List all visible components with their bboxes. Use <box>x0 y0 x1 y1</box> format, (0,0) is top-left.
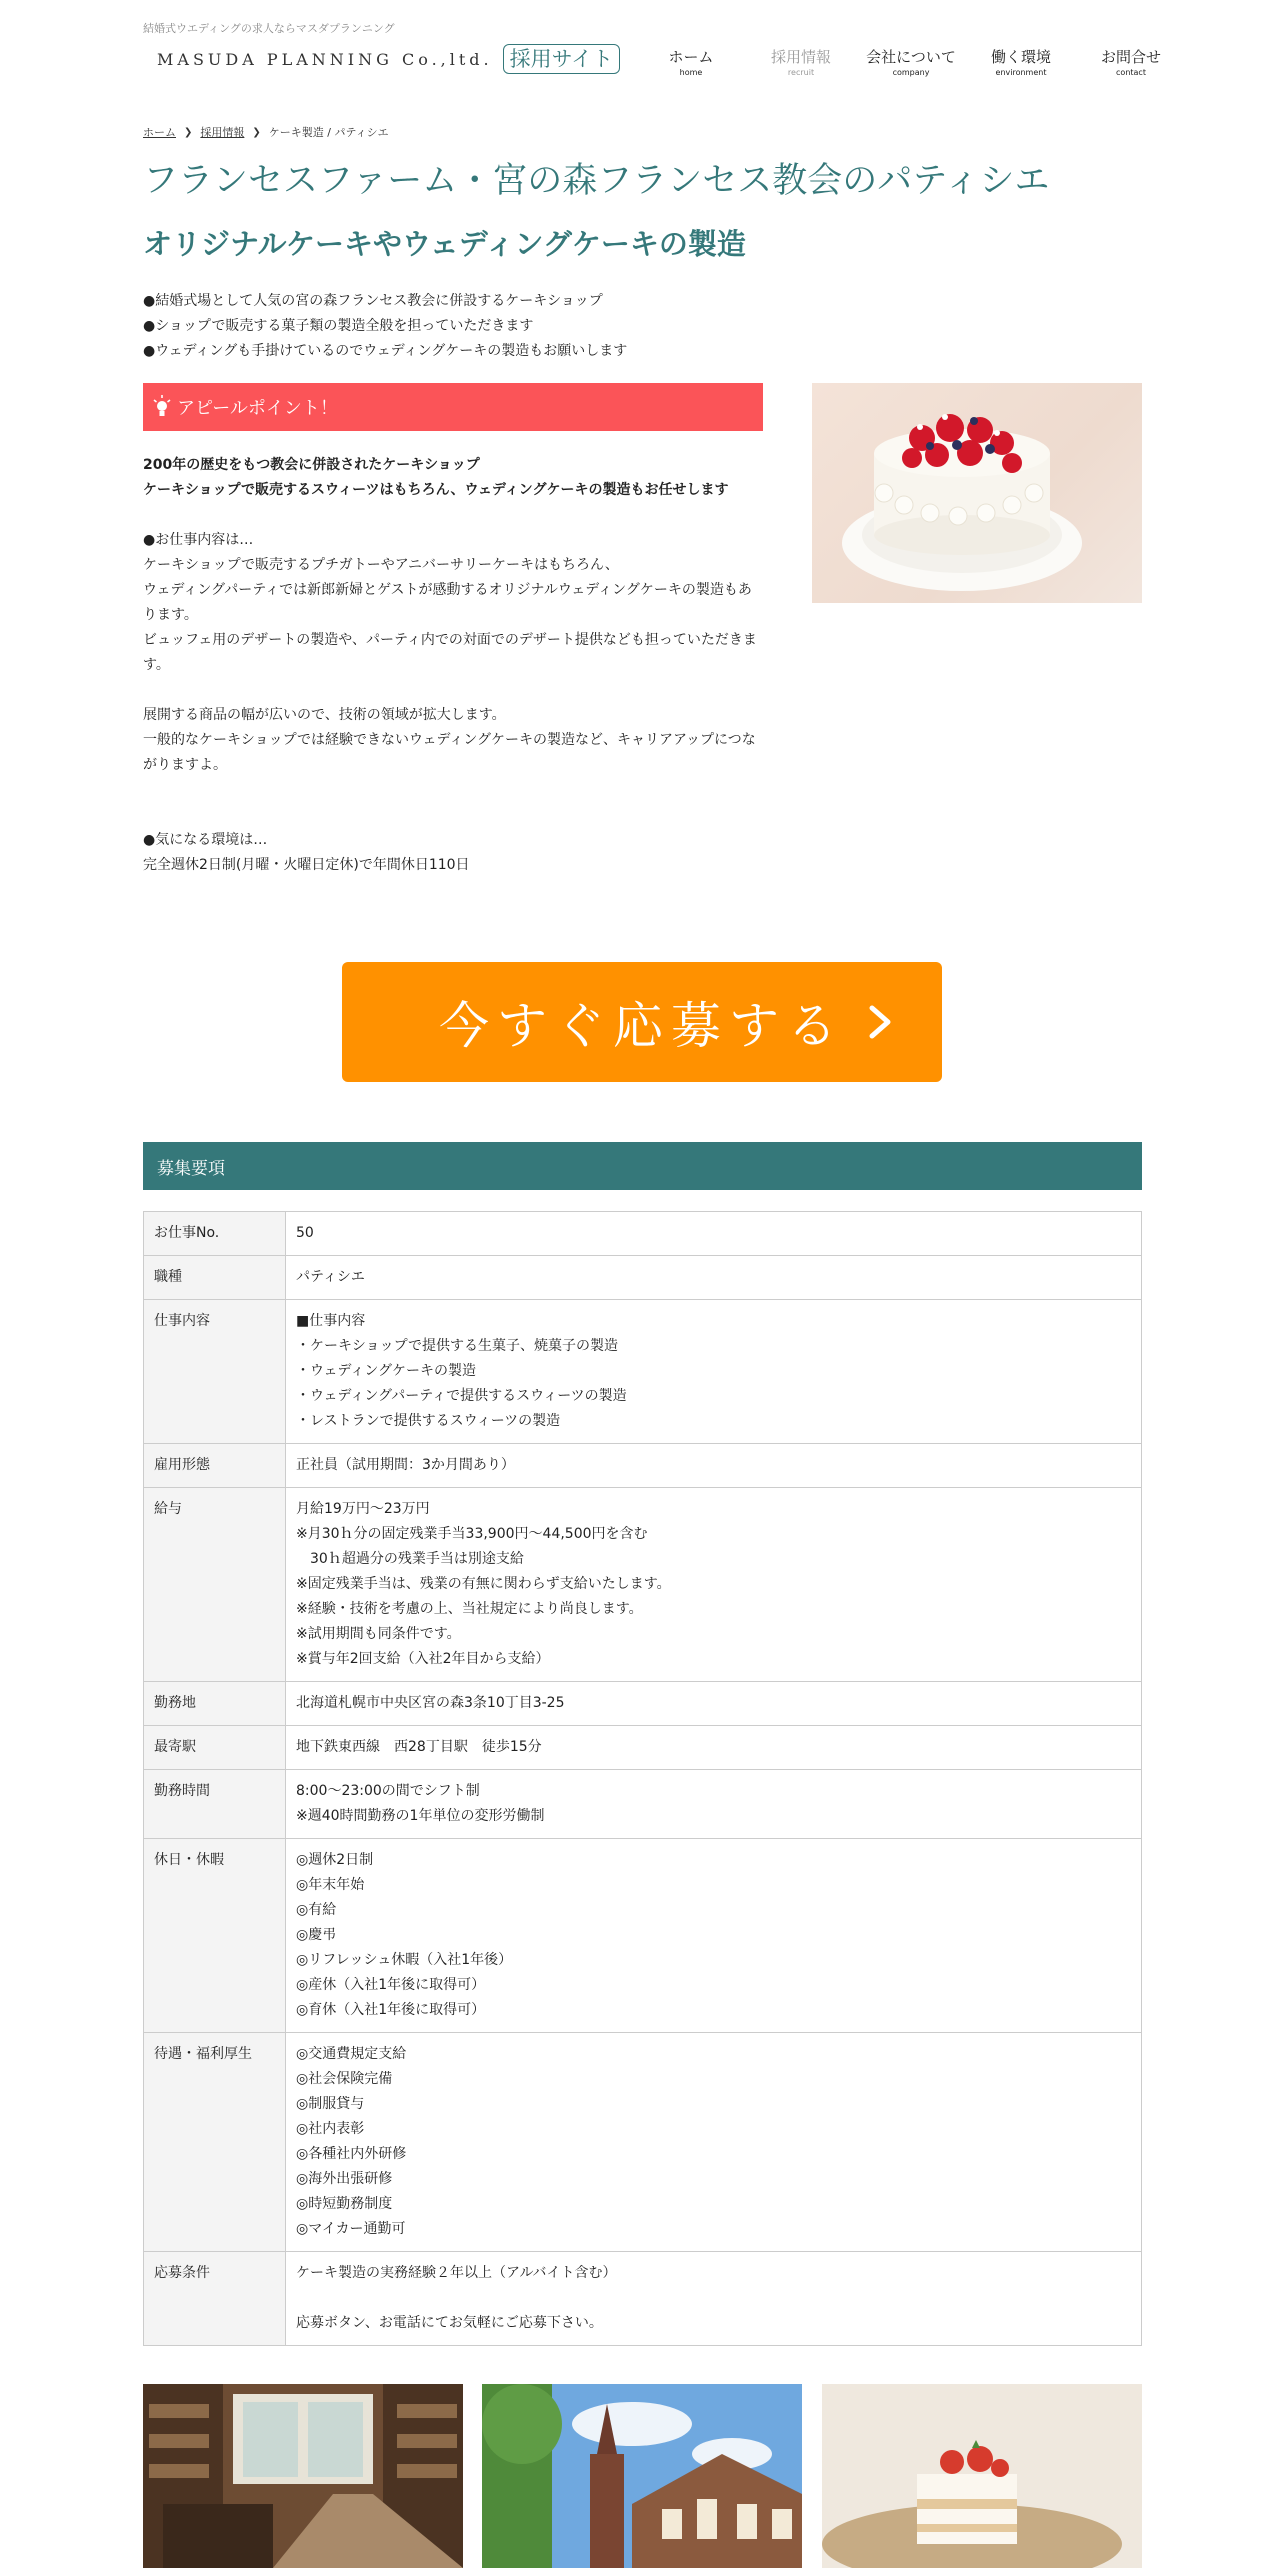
breadcrumb <box>143 124 389 140</box>
appeal-paragraph: ケーキショップで販売するプチガトーやアニバーサリーケーキはもちろん、 <box>143 557 619 573</box>
company-logo: MASUDA PLANNING Co.,ltd. <box>157 49 493 69</box>
site-tagline: 結婚式ウエディングの求人ならマスダプランニング <box>143 22 395 35</box>
requirements-key: 給与 <box>144 1488 286 1682</box>
breadcrumb-recruit[interactable]: 採用情報 <box>200 126 245 139</box>
requirements-row <box>144 2033 1142 2252</box>
requirements-value <box>286 1770 1142 1839</box>
requirements-row <box>144 1300 1142 1444</box>
apply-now-button[interactable] <box>342 962 942 1082</box>
requirements-row <box>144 1682 1142 1726</box>
nav-home-sublabel: home <box>679 68 703 77</box>
nav-company-label: 会社について <box>866 48 956 66</box>
requirements-key: 休日・休暇 <box>144 1839 286 2033</box>
appeal-paragraph: ●気になる環境は… <box>143 832 268 848</box>
job-summary-list <box>143 289 627 364</box>
appeal-paragraph: 一般的なケーキショップでは経験できないウェディングケーキの製造など、キャリアアップにつながりますよ。 <box>143 732 756 773</box>
requirements-row <box>144 1839 1142 2033</box>
requirements-key: お仕事No. <box>144 1212 286 1256</box>
requirements-value-line: ◎社会保険完備 <box>296 2071 393 2087</box>
summary-item: ●ショップで販売する菓子類の製造全般を担っていただきます <box>143 318 534 334</box>
requirements-value-line: 8:00～23:00の間でシフト制 <box>296 1783 480 1799</box>
appeal-heading-label: アピールポイント！ <box>177 398 338 419</box>
requirements-value <box>286 1444 1142 1488</box>
nav-recruit-label: 採用情報 <box>770 48 831 66</box>
requirements-value-line: ◎海外出張研修 <box>296 2171 393 2187</box>
nav-contact-sublabel: contact <box>1116 68 1146 77</box>
requirements-row <box>144 1212 1142 1256</box>
requirements-value-line <box>296 2286 1131 2311</box>
requirements-value-line: ◎年末年始 <box>296 1877 365 1893</box>
appeal-body <box>143 453 763 878</box>
summary-item: ●ウェディングも手掛けているのでウェディングケーキの製造もお願いします <box>143 343 628 359</box>
requirements-value-line: ※試用期間も同条件です。 <box>296 1626 461 1642</box>
requirements-value <box>286 1839 1142 2033</box>
requirements-value-line: ◎リフレッシュ休暇（入社1年後） <box>296 1952 513 1968</box>
nav-company-sublabel: company <box>892 68 930 77</box>
requirements-value-line: ◎産休（入社1年後に取得可） <box>296 1977 486 1993</box>
nav-environment-sublabel: environment <box>995 68 1047 77</box>
requirements-value <box>286 1488 1142 1682</box>
requirements-value-line: パティシエ <box>296 1269 365 1285</box>
requirements-row <box>144 1770 1142 1839</box>
chevron-right-icon: ❯ <box>184 126 193 138</box>
nav-company[interactable] <box>856 46 966 77</box>
requirements-key: 職種 <box>144 1256 286 1300</box>
requirements-value <box>286 2252 1142 2346</box>
nav-contact[interactable] <box>1076 46 1186 77</box>
breadcrumb-current: ケーキ製造 / パティシエ <box>268 126 389 139</box>
nav-contact-label: お問合せ <box>1100 48 1161 66</box>
requirements-value-line: ◎時短勤務制度 <box>296 2196 393 2212</box>
cake-photo <box>812 383 1142 603</box>
requirements-value-line: ※月30ｈ分の固定残業手当33,900円～44,500円を含む <box>296 1526 648 1542</box>
requirements-key: 待遇・福利厚生 <box>144 2033 286 2252</box>
requirements-value-line: ・ウェディングパーティで提供するスウィーツの製造 <box>296 1388 627 1404</box>
main-nav <box>636 46 1186 77</box>
appeal-paragraph: ビュッフェ用のデザートの製造や、パーティ内での対面でのデザート提供なども担っていただきます。 <box>143 632 757 673</box>
requirements-key: 雇用形態 <box>144 1444 286 1488</box>
requirements-value-line: ◎有給 <box>296 1902 337 1918</box>
requirements-row <box>144 2252 1142 2346</box>
appeal-paragraph: 完全週休2日制(月曜・火曜日定休)で年間休日110日 <box>143 857 470 873</box>
requirements-value <box>286 1212 1142 1256</box>
breadcrumb-home[interactable]: ホーム <box>143 126 176 139</box>
appeal-paragraph: 展開する商品の幅が広いので、技術の領域が拡大します。 <box>143 707 506 723</box>
requirements-value-line: ※週40時間勤務の1年単位の変形労働制 <box>296 1808 545 1824</box>
requirements-value-line: ◎マイカー通勤可 <box>296 2221 406 2237</box>
nav-recruit[interactable] <box>746 46 856 77</box>
requirements-row <box>144 1726 1142 1770</box>
requirements-value-line: ◎交通費規定支給 <box>296 2046 407 2062</box>
requirements-row <box>144 1488 1142 1682</box>
site-brand[interactable] <box>157 44 620 74</box>
requirements-value-line: 応募ボタン、お電話にてお気軽にご応募下さい。 <box>296 2315 603 2331</box>
requirements-value <box>286 1682 1142 1726</box>
nav-environment[interactable] <box>966 46 1076 77</box>
requirements-value-line: ◎制服貸与 <box>296 2096 365 2112</box>
requirements-value-line: ・ケーキショップで提供する生菓子、焼菓子の製造 <box>296 1338 618 1354</box>
nav-home[interactable] <box>636 46 746 77</box>
appeal-heading <box>143 383 763 431</box>
nav-environment-label: 働く環境 <box>990 48 1051 66</box>
requirements-row <box>144 1444 1142 1488</box>
requirements-table <box>143 1211 1142 2346</box>
nav-home-label: ホーム <box>668 48 714 66</box>
requirements-value-line: ケーキ製造の実務経験２年以上（アルバイト含む） <box>296 2265 617 2281</box>
appeal-bold-line: 200年の歴史をもつ教会に併設されたケーキショップ <box>143 457 480 473</box>
chevron-right-icon: ❯ <box>252 126 261 138</box>
requirements-value-line: ※賞与年2回支給（入社2年目から支給） <box>296 1651 550 1667</box>
requirements-value <box>286 1726 1142 1770</box>
requirements-value-line: 50 <box>296 1225 314 1241</box>
requirements-key: 仕事内容 <box>144 1300 286 1444</box>
requirements-value <box>286 2033 1142 2252</box>
page-subtitle: オリジナルケーキやウェディングケーキの製造 <box>143 227 746 261</box>
chevron-right-icon <box>862 1004 898 1040</box>
requirements-key: 最寄駅 <box>144 1726 286 1770</box>
shortcake-photo <box>822 2384 1142 2568</box>
summary-item: ●結婚式場として人気の宮の森フランセス教会に併設するケーキショップ <box>143 293 603 309</box>
requirements-value-line: ◎社内表彰 <box>296 2121 365 2137</box>
requirements-key: 勤務時間 <box>144 1770 286 1839</box>
appeal-paragraph: ●お仕事内容は… <box>143 532 254 548</box>
requirements-key: 勤務地 <box>144 1682 286 1726</box>
requirements-heading: 募集要項 <box>143 1142 1142 1190</box>
church-exterior-photo <box>482 2384 802 2568</box>
requirements-value-line: ◎慶弔 <box>296 1927 337 1943</box>
requirements-value <box>286 1256 1142 1300</box>
requirements-value-line: 月給19万円～23万円 <box>296 1501 430 1517</box>
appeal-paragraph: ウェディングパーティでは新郎新婦とゲストが感動するオリジナルウェディングケーキの製造もあります。 <box>143 582 752 623</box>
lightbulb-icon <box>153 394 171 420</box>
requirements-value-line: ■仕事内容 <box>296 1313 366 1329</box>
shop-interior-photo <box>143 2384 463 2568</box>
appeal-bold-line: ケーキショップで販売するスウィーツはもちろん、ウェディングケーキの製造もお任せします <box>143 482 729 498</box>
requirements-value-line: 北海道札幌市中央区宮の森3条10丁目3-25 <box>296 1695 565 1711</box>
requirements-value-line: 30ｈ超過分の残業手当は別途支給 <box>296 1551 524 1567</box>
requirements-value-line: ・レストランで提供するスウィーツの製造 <box>296 1413 561 1429</box>
requirements-value-line: ※固定残業手当は、残業の有無に関わらず支給いたします。 <box>296 1576 671 1592</box>
requirements-row <box>144 1256 1142 1300</box>
requirements-value-line: ◎各種社内外研修 <box>296 2146 407 2162</box>
requirements-key: 応募条件 <box>144 2252 286 2346</box>
requirements-value-line: 地下鉄東西線 西28丁目駅 徒歩15分 <box>296 1739 542 1755</box>
requirements-value <box>286 1300 1142 1444</box>
page-title: フランセスファーム・宮の森フランセス教会のパティシエ <box>143 161 1050 201</box>
requirements-value-line: ◎育休（入社1年後に取得可） <box>296 2002 486 2018</box>
requirements-value-line: 正社員（試用期間：3か月間あり） <box>296 1457 515 1473</box>
requirements-value-line: ・ウェディングケーキの製造 <box>296 1363 477 1379</box>
apply-now-label: 今すぐ応募する <box>439 997 845 1055</box>
nav-recruit-sublabel: recruit <box>787 68 815 77</box>
requirements-value-line: ◎週休2日制 <box>296 1852 374 1868</box>
recruit-site-badge: 採用サイト <box>503 44 621 74</box>
requirements-value-line: ※経験・技術を考慮の上、当社規定により尚良します。 <box>296 1601 643 1617</box>
